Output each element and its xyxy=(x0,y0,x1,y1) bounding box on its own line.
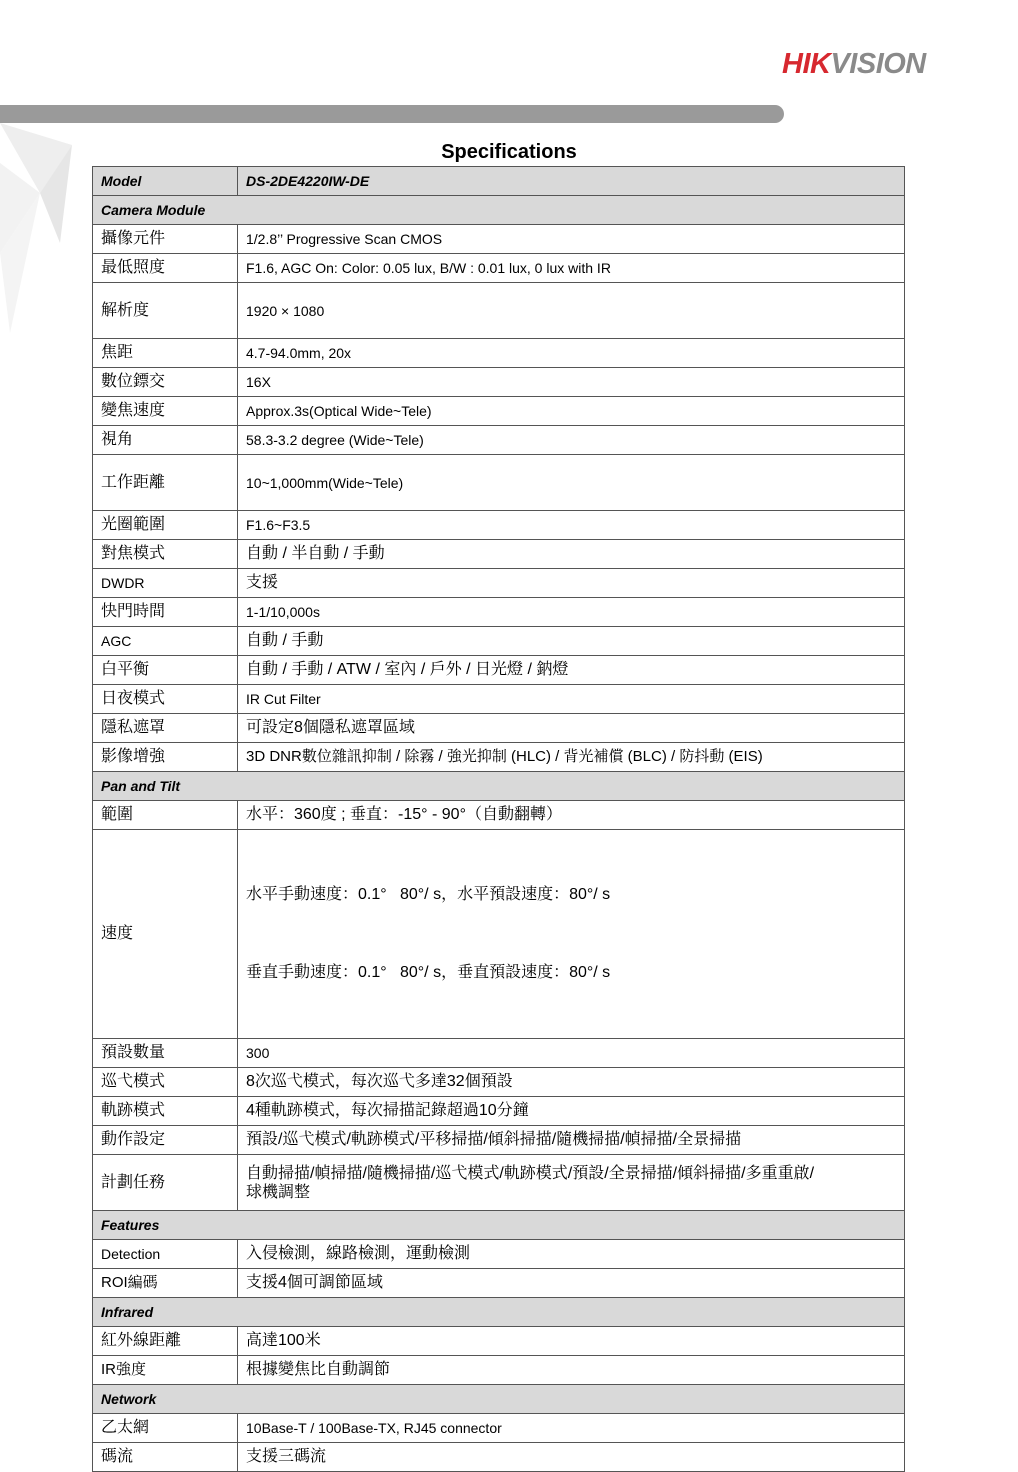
table-row xyxy=(93,627,905,656)
spec-label: 軌跡模式 xyxy=(93,1097,238,1126)
spec-value: 支援三碼流 xyxy=(238,1443,905,1472)
spec-label: ROI編碼 xyxy=(93,1269,238,1298)
table-row xyxy=(93,254,905,283)
header-bar xyxy=(0,105,784,123)
model-row xyxy=(93,167,905,196)
spec-value: 10~1,000mm(Wide~Tele) xyxy=(238,455,905,511)
table-row xyxy=(93,656,905,685)
section-row xyxy=(93,1211,905,1240)
spec-value: 3D DNR數位雜訊抑制 / 除霧 / 強光抑制 (HLC) / 背光補償 (BLC) / 防抖動 (EIS) xyxy=(238,743,905,772)
table-row xyxy=(93,225,905,254)
spec-label: 數位鏢交 xyxy=(93,368,238,397)
spec-label: 光圈範圍 xyxy=(93,511,238,540)
section-label: Camera Module xyxy=(93,196,905,225)
table-row xyxy=(93,830,905,1039)
section-row xyxy=(93,196,905,225)
table-row xyxy=(93,511,905,540)
spec-value: 300 xyxy=(238,1039,905,1068)
spec-value: 1/2.8’’ Progressive Scan CMOS xyxy=(238,225,905,254)
table-row xyxy=(93,1068,905,1097)
spec-label: 工作距離 xyxy=(93,455,238,511)
spec-value: 自動 / 手動 xyxy=(238,627,905,656)
table-row xyxy=(93,1126,905,1155)
table-row xyxy=(93,368,905,397)
table-row xyxy=(93,743,905,772)
table-row xyxy=(93,1327,905,1356)
spec-label: 預設數量 xyxy=(93,1039,238,1068)
spec-value: 根據變焦比自動調節 xyxy=(238,1356,905,1385)
spec-label: 紅外線距離 xyxy=(93,1327,238,1356)
spec-label: 乙太網 xyxy=(93,1414,238,1443)
spec-label: 速度 xyxy=(93,830,238,1039)
table-row xyxy=(93,598,905,627)
spec-label: 碼流 xyxy=(93,1443,238,1472)
spec-value: 4種軌跡模式，每次掃描記錄超過10分鐘 xyxy=(238,1097,905,1126)
spec-value: F1.6~F3.5 xyxy=(238,511,905,540)
spec-label: 動作設定 xyxy=(93,1126,238,1155)
hikvision-logo: HIKVISION xyxy=(782,48,926,80)
section-row xyxy=(93,1385,905,1414)
spec-value: 預設/巡弋模式/軌跡模式/平移掃描/傾斜掃描/隨機掃描/幀掃描/全景掃描 xyxy=(238,1126,905,1155)
spec-value: 支援4個可調節區域 xyxy=(238,1269,905,1298)
spec-value: Approx.3s(Optical Wide~Tele) xyxy=(238,397,905,426)
spec-label: 隱私遮罩 xyxy=(93,714,238,743)
page-title: Specifications xyxy=(441,141,577,163)
section-label: Network xyxy=(93,1385,905,1414)
model-label: Model xyxy=(93,167,238,196)
speed-line-horizontal: 水平手動速度：0.1° 80°/ s，水平預設速度：80°/ s xyxy=(246,886,611,903)
schedule-line-1: 自動掃描/幀掃描/隨機掃描/巡弋模式/軌跡模式/預設/全景掃描/傾斜掃描/多重重啟/ xyxy=(246,1164,815,1182)
spec-value: 10Base-T / 100Base-TX, RJ45 connector xyxy=(238,1414,905,1443)
table-row xyxy=(93,339,905,368)
table-row xyxy=(93,455,905,511)
spec-value: IR Cut Filter xyxy=(238,685,905,714)
spec-value: 4.7-94.0mm, 20x xyxy=(238,339,905,368)
table-row xyxy=(93,1414,905,1443)
spec-value: 水平：360度 ; 垂直：-15° - 90°（自動翻轉） xyxy=(238,801,905,830)
table-row xyxy=(93,1240,905,1269)
spec-label: AGC xyxy=(93,627,238,656)
model-value: DS-2DE4220IW-DE xyxy=(238,167,905,196)
spec-label: 巡弋模式 xyxy=(93,1068,238,1097)
spec-value: F1.6, AGC On: Color: 0.05 lux, B/W : 0.01 lux, 0 lux with IR xyxy=(238,254,905,283)
table-row xyxy=(93,1443,905,1472)
section-label: Features xyxy=(93,1211,905,1240)
spec-value: 16X xyxy=(238,368,905,397)
table-row xyxy=(93,1039,905,1068)
table-row xyxy=(93,1097,905,1126)
spec-label: 視角 xyxy=(93,426,238,455)
section-label: Infrared xyxy=(93,1298,905,1327)
spec-label: 計劃任務 xyxy=(93,1155,238,1211)
table-row xyxy=(93,801,905,830)
table-row xyxy=(93,1269,905,1298)
spec-label: 最低照度 xyxy=(93,254,238,283)
section-label: Pan and Tilt xyxy=(93,772,905,801)
spec-value: 入侵檢測，線路檢測，運動檢測 xyxy=(238,1240,905,1269)
table-row xyxy=(93,540,905,569)
spec-table xyxy=(92,166,905,1472)
table-row xyxy=(93,426,905,455)
table-row xyxy=(93,397,905,426)
spec-value: 高達100米 xyxy=(238,1327,905,1356)
spec-label: DWDR xyxy=(93,569,238,598)
spec-label: 解析度 xyxy=(93,283,238,339)
spec-value xyxy=(238,1155,905,1211)
table-row xyxy=(93,1155,905,1211)
section-row xyxy=(93,1298,905,1327)
spec-value: 1920 × 1080 xyxy=(238,283,905,339)
spec-label: 攝像元件 xyxy=(93,225,238,254)
spec-label: 對焦模式 xyxy=(93,540,238,569)
spec-value: 自動 / 半自動 / 手動 xyxy=(238,540,905,569)
table-row xyxy=(93,714,905,743)
spec-label: 變焦速度 xyxy=(93,397,238,426)
spec-value: 可設定8個隱私遮罩區域 xyxy=(238,714,905,743)
table-row xyxy=(93,569,905,598)
table-row xyxy=(93,283,905,339)
spec-value xyxy=(238,830,905,1039)
speed-line-vertical: 垂直手動速度：0.1° 80°/ s，垂直預設速度：80°/ s xyxy=(246,964,611,981)
section-row xyxy=(93,772,905,801)
spec-value: 1-1/10,000s xyxy=(238,598,905,627)
spec-label: 日夜模式 xyxy=(93,685,238,714)
spec-value: 8次巡弋模式，每次巡弋多達32個預設 xyxy=(238,1068,905,1097)
spec-label: 影像增強 xyxy=(93,743,238,772)
spec-label: 白平衡 xyxy=(93,656,238,685)
spec-label: 焦距 xyxy=(93,339,238,368)
spec-value: 自動 / 手動 / ATW / 室內 / 戶外 / 日光燈 / 鈉燈 xyxy=(238,656,905,685)
spec-label: IR強度 xyxy=(93,1356,238,1385)
spec-value: 支援 xyxy=(238,569,905,598)
table-row xyxy=(93,685,905,714)
table-row xyxy=(93,1356,905,1385)
spec-label: 快門時間 xyxy=(93,598,238,627)
spec-value: 58.3-3.2 degree (Wide~Tele) xyxy=(238,426,905,455)
spec-label: Detection xyxy=(93,1240,238,1269)
schedule-line-2: 球機調整 xyxy=(246,1183,311,1201)
spec-label: 範圍 xyxy=(93,801,238,830)
